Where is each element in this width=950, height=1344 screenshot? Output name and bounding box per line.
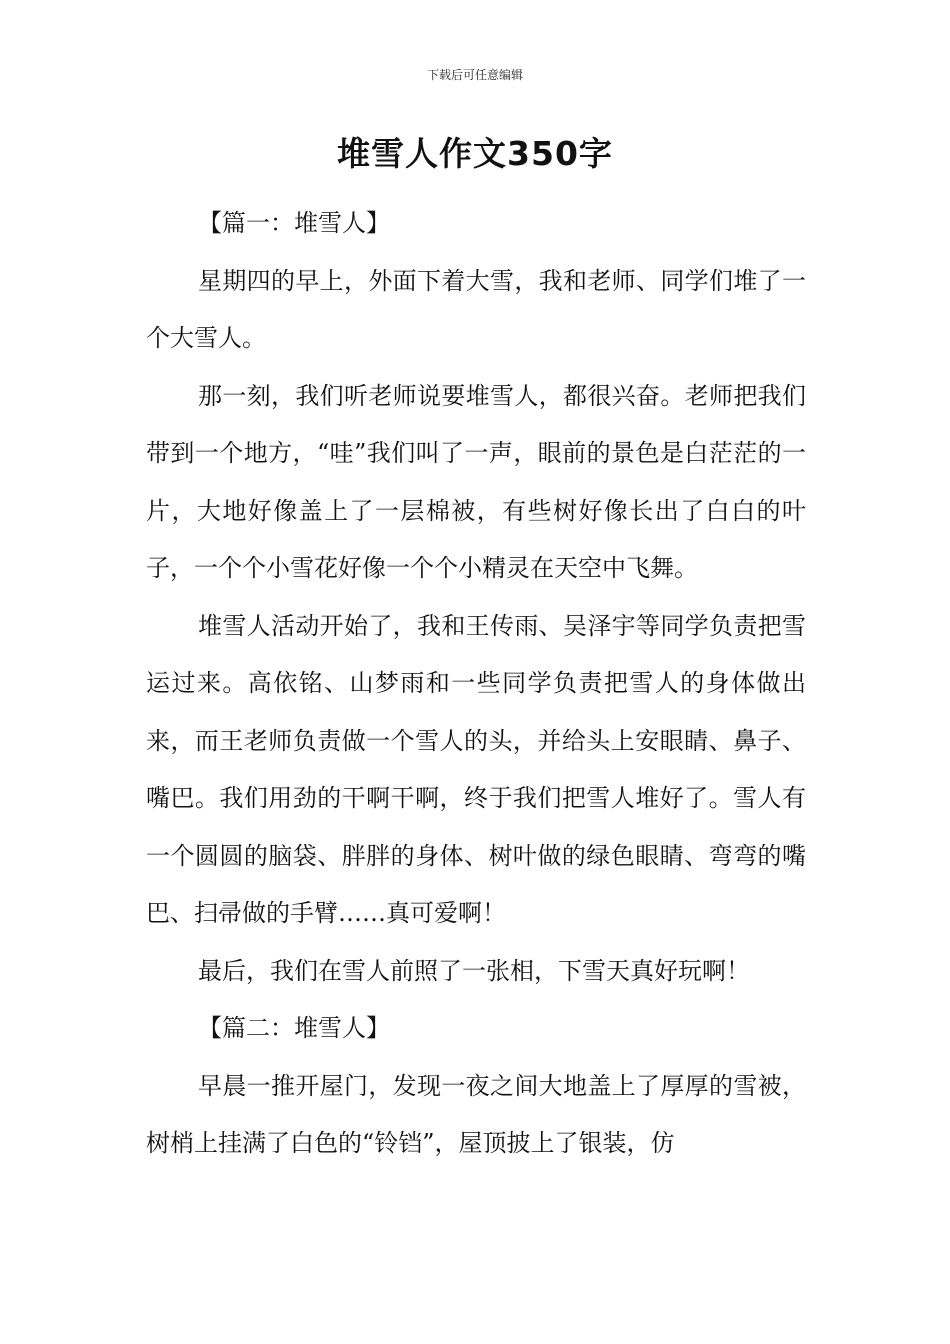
paragraph: 那一刻，我们听老师说要堆雪人，都很兴奋。老师把我们带到一个地方，“哇”我们叫了一声，眼前的景色是白茫茫的一片，大地好像盖上了一层棉被，有些树好像长出了白白的叶子，一个个小雪花好像一个个小精灵在天空中飞舞。 [146,381,806,582]
paragraph: 早晨一推开屋门，发现一夜之间大地盖上了厚厚的雪被，树梢上挂满了白色的“铃铛”，屋顶披上了银装，仿 [146,1071,806,1157]
paragraph: 星期四的早上，外面下着大雪，我和老师、同学们堆了一个大雪人。 [146,266,806,352]
page-title: 堆雪人作文350字 [337,134,613,173]
section-heading: 【篇二：堆雪人】 [198,1014,390,1042]
section-heading: 【篇一：堆雪人】 [198,209,390,237]
header-note: 下载后可任意编辑 [426,68,523,82]
paragraph: 堆雪人活动开始了，我和王传雨、吴泽宇等同学负责把雪运过来。高依铭、山梦雨和一些同学负责把雪人的身体做出来，而王老师负责做一个雪人的头，并给头上安眼睛、鼻子、嘴巴。我们用劲的干啊干啊，终于我们把雪人堆好了。雪人有一个圆圆的脑袋、胖胖的身体、树叶做的绿色眼睛、弯弯的嘴巴、扫帚做的手臂……真可爱啊！ [146,611,806,927]
paragraph: 最后，我们在雪人前照了一张相，下雪天真好玩啊！ [198,956,750,985]
essay-body [146,195,806,1173]
